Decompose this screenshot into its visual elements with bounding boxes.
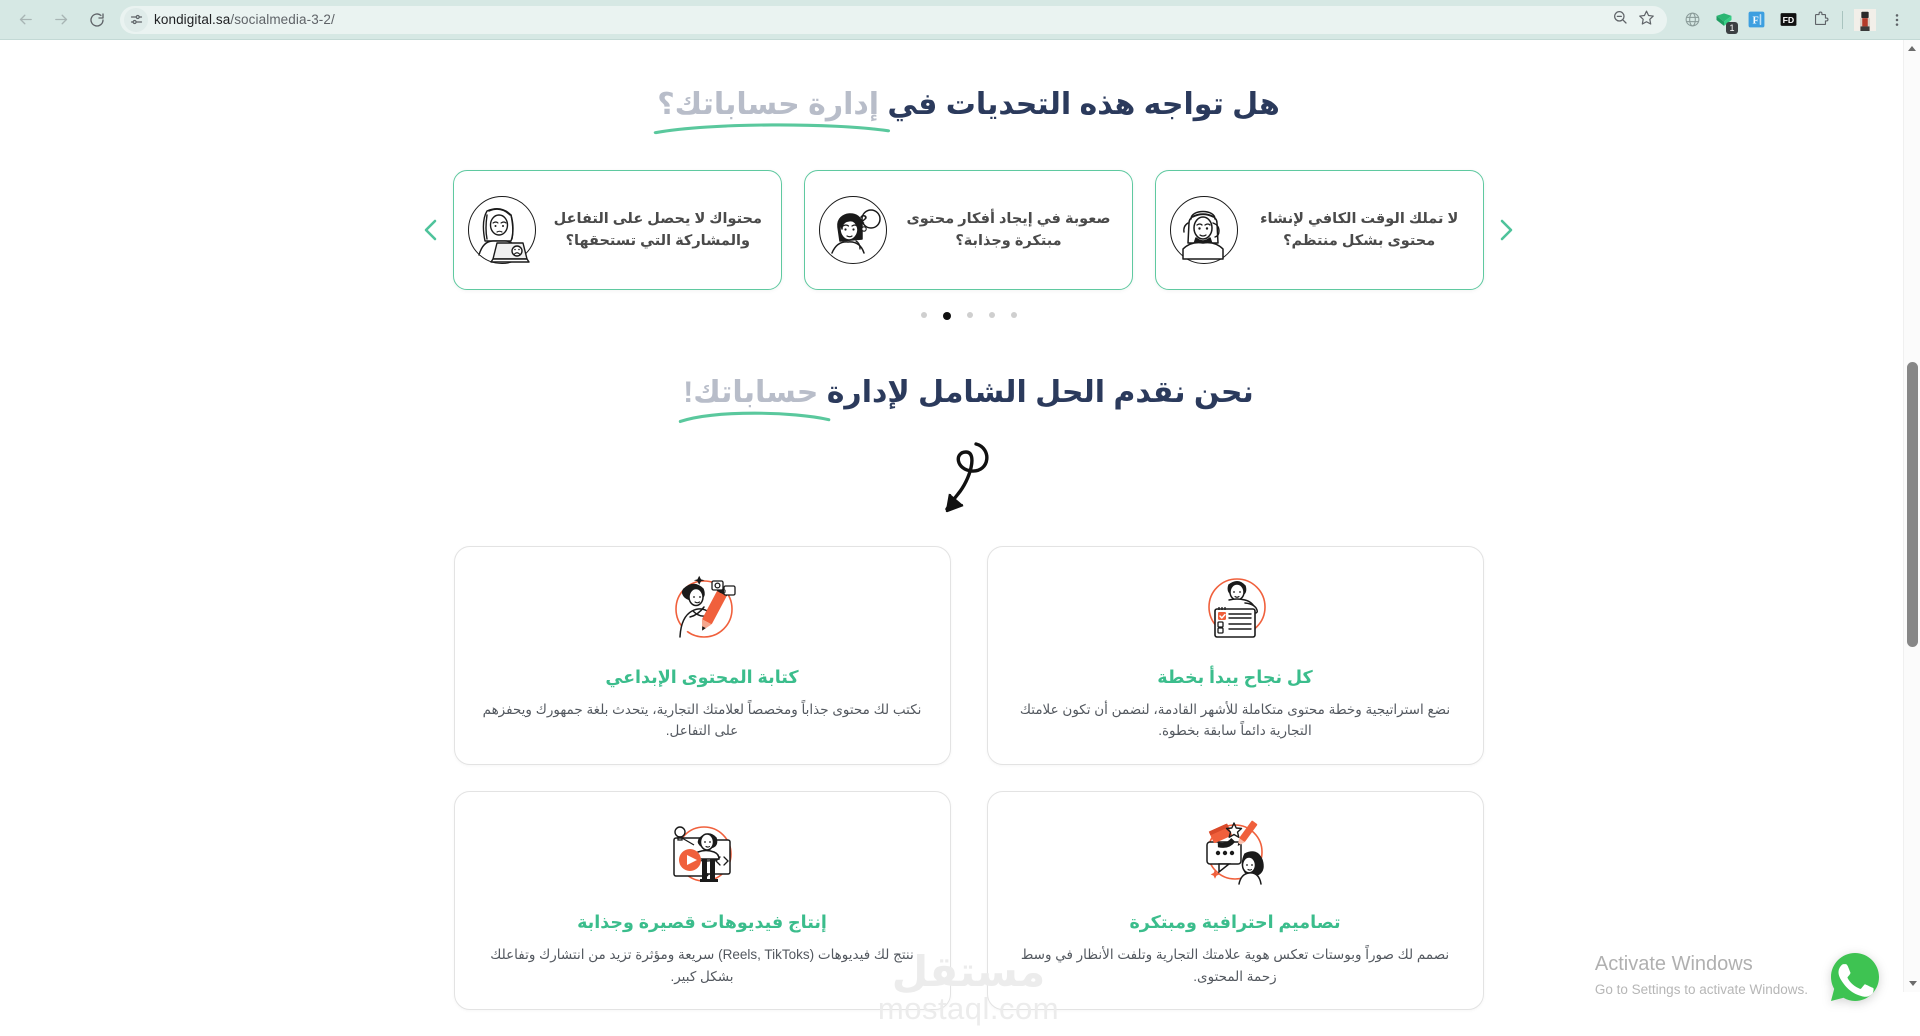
- challenge-card-text: صعوبة في إيجاد أفكار محتوى مبتكرة وجذابة؟: [906, 210, 1111, 249]
- solution-heading-plain: نحن نقدم الحل الشامل لإدارة: [818, 376, 1254, 409]
- service-description: ننتج لك فيديوهات (Reels, TikToks) سريعة ومؤثرة تزيد من انتشارك وتفاعلك بشكل كبير.: [490, 946, 914, 984]
- omnibox-actions: [1612, 9, 1659, 31]
- green-underline-stroke: [677, 408, 832, 426]
- star-icon[interactable]: [1638, 9, 1655, 31]
- woman-at-laptop-sad-icon: [468, 196, 536, 264]
- carousel-dot[interactable]: [989, 312, 995, 318]
- toolbar-divider: [1842, 11, 1843, 29]
- svg-text:?: ?: [859, 212, 868, 227]
- carousel-dot[interactable]: [1011, 312, 1017, 318]
- back-arrow-icon: [17, 11, 34, 28]
- challenges-heading: [17, 84, 1920, 126]
- svg-text:F: F: [1752, 15, 1759, 27]
- carousel-dot[interactable]: [921, 312, 927, 318]
- svg-text:ab: ab: [719, 589, 726, 595]
- service-title: إنتاج فيديوهات قصيرة وجذابة: [577, 912, 827, 933]
- person-with-video-play-icon: [660, 812, 744, 896]
- puzzle-extensions-icon[interactable]: [1805, 5, 1835, 35]
- challenge-card[interactable]: [804, 170, 1133, 290]
- services-grid: [454, 546, 1484, 1010]
- reload-icon: [89, 12, 105, 28]
- challenges-heading-plain: هل تواجه هذه التحديات في: [879, 88, 1280, 121]
- watermark-latin: mostaql.com: [877, 991, 1060, 1027]
- back-button[interactable]: [8, 3, 42, 37]
- service-card[interactable]: [454, 791, 951, 1010]
- svg-text:FD: FD: [1782, 15, 1794, 26]
- solution-heading: [17, 372, 1920, 414]
- saudi-man-stressed-icon: [1170, 196, 1238, 264]
- fd-black-extension-icon[interactable]: [1773, 5, 1803, 35]
- green-underline-stroke: [651, 120, 893, 138]
- page-scrollbar[interactable]: [1903, 40, 1920, 992]
- carousel-next-button[interactable]: [1496, 212, 1518, 248]
- service-title: كتابة المحتوى الإبداعي: [605, 667, 799, 687]
- person-with-pencil-writing-icon: [660, 567, 744, 651]
- carousel-dot-active[interactable]: [943, 312, 951, 320]
- zoom-out-icon[interactable]: [1612, 9, 1628, 30]
- profile-avatar-icon[interactable]: [1850, 5, 1880, 35]
- curly-down-arrow-doodle-icon: [914, 438, 1024, 524]
- scroll-down-arrow-icon[interactable]: [1904, 975, 1920, 992]
- service-card[interactable]: [987, 791, 1484, 1010]
- navigation-buttons: [0, 3, 114, 37]
- address-bar[interactable]: [120, 6, 1667, 34]
- activation-title: Activate Windows: [1594, 952, 1753, 975]
- forward-arrow-icon: [53, 11, 70, 28]
- challenges-heading-highlight: إدارة حساباتك؟: [657, 84, 879, 126]
- challenge-card-text: لا تملك الوقت الكافي لإنشاء محتوى بشكل منتظم؟: [1260, 210, 1459, 249]
- three-dot-menu-icon[interactable]: [1882, 5, 1912, 35]
- reload-button[interactable]: [80, 3, 114, 37]
- chevron-left-icon: [423, 218, 438, 242]
- whatsapp-icon: [1828, 950, 1882, 1004]
- watermark-arabic: مستقل: [891, 948, 1046, 996]
- service-description: نكتب لك محتوى جذاباً ومخصصاً لعلامتك التجارية، يتحدث بلغة جمهورك ويحفزهم على التفاعل.: [482, 701, 922, 739]
- extension-toolbar: [1677, 5, 1920, 35]
- site-settings-icon[interactable]: [124, 8, 148, 32]
- challenges-carousel: [454, 170, 1484, 290]
- activation-subtitle: Go to Settings to activate Windows.: [1594, 981, 1808, 997]
- browser-toolbar: [0, 0, 1920, 40]
- challenge-card[interactable]: [453, 170, 782, 290]
- carousel-dot[interactable]: [967, 312, 973, 318]
- service-card[interactable]: [987, 546, 1484, 765]
- challenge-card[interactable]: [1155, 170, 1484, 290]
- whatsapp-floating-button[interactable]: [1828, 950, 1882, 1004]
- solution-heading-highlight: حساباتك!: [683, 372, 818, 414]
- windows-activation-watermark: [1595, 951, 1808, 1000]
- url-text: [154, 12, 335, 27]
- translate-globe-icon[interactable]: [1677, 5, 1707, 35]
- service-description: نضع استراتيجية وخطة محتوى متكاملة للأشهر القادمة، لنضمن أن تكون علامتك التجارية دائماً سابقة بخطوة.: [1019, 701, 1451, 739]
- url-path: /socialmedia-3-2/: [230, 12, 335, 27]
- page-viewport: [0, 40, 1920, 1027]
- forward-button[interactable]: [44, 3, 78, 37]
- challenge-card-text: محتواك لا يحصل على التفاعل والمشاركة التي تستحقها؟: [553, 210, 762, 249]
- woman-thinking-question-icon: [819, 196, 887, 264]
- url-domain: kondigital.sa: [154, 12, 231, 27]
- carousel-pagination: [17, 312, 1920, 320]
- scrollbar-thumb[interactable]: [1907, 362, 1918, 647]
- service-card[interactable]: [454, 546, 951, 765]
- service-description: نصمم لك صوراً وبوستات تعكس هوية علامتك التجارية وتلفت الأنظار في وسط زحمة المحتوى.: [1020, 946, 1450, 984]
- money-extension-icon[interactable]: [1709, 5, 1739, 35]
- scroll-up-arrow-icon[interactable]: [1903, 40, 1920, 57]
- chevron-right-icon: [1499, 218, 1514, 242]
- service-title: تصاميم احترافية ومبتكرة: [1129, 912, 1341, 933]
- person-with-checklist-icon: [1193, 567, 1277, 651]
- woman-with-design-chat-icon: [1193, 812, 1277, 896]
- web-page-content: [17, 84, 1920, 1036]
- extension-badge-count: 1: [1726, 22, 1738, 34]
- service-title: كل نجاح يبدأ بخطة: [1157, 667, 1313, 687]
- carousel-prev-button[interactable]: [420, 212, 442, 248]
- f-blue-extension-icon[interactable]: [1741, 5, 1771, 35]
